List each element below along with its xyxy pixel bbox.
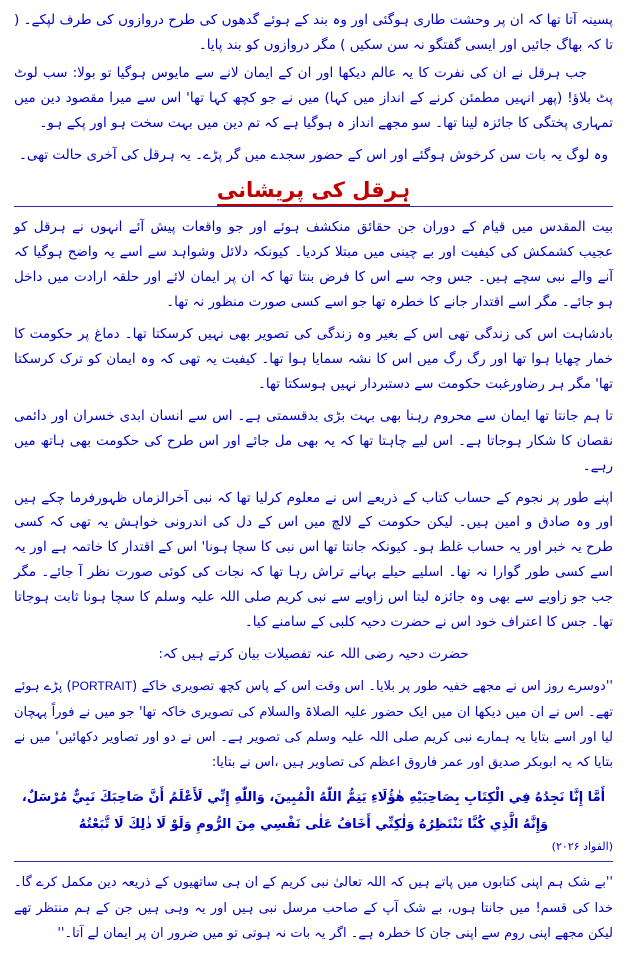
paragraph-4: بیت المقدس میں قیام کے دوران جن حقائق منکشف ہوئے اور جو واقعات پیش آئے انہوں نے ہرقل کو عجیب کشمکش کی کیفیت اور بے چینی میں مبتلا کردیا۔ کیونکہ دلائل وشواہد سے اسے یہ واضح ہوگیا کہ آنے والے نبی سچے ہیں۔ جس وجہ سے اس کا فرض بنتا تھا کہ ان پر ایمان لائے اور حلقہ ارادت میں داخل ہو جائے۔ مگر اسے اقتدار جانے کا خطرہ تھا جو اسے کسی صورت منظور نہ تھا۔ [14,218,613,310]
quote-1-end: ) پڑے ہوئے تھے۔ اس نے ان میں دیکھا ان میں ایک حضور علیہ الصلاۃ والسلام کی تصویری خاکہ تھا' جو میں نے فوراً پہچان لیا اور اسے بتایا یہ ہمارے نبی کریم صلی اللہ علیہ وسلم کی تصویر ہے۔ اس نے دو اور تصاویر دکھائیں' میں نے بتایا کہ یہ ابوبکر صدیق اور عمر فاروق اعظم کی تصاویر ہیں ،اس نے بتایا: [14,679,613,771]
paragraph-6: تا ہم جانتا تھا ایمان سے محروم رہنا بھی بہت بڑی بدقسمتی ہے۔ اس سے انسان ابدی خسران اور دائمی نقصان کا شکار ہوجاتا ہے۔ اس لیے چاہتا تھا کہ یہ بھی مل جائے اور اس طرح کی حکومت بھی ہاتھ میں رہے۔ [14,407,613,474]
paragraph-3: وہ لوگ یہ بات سن کرخوش ہوگئے اور اس کے حضور سجدے میں گر پڑے۔ یہ ہرقل کی آخری حالت تھی۔ [18,146,609,163]
quote-block-2: ''بے شک ہم اپنی کتابوں میں پاتے ہیں کہ اللہ تعالیٰ نبی کریم کے ان ہی ساتھیوں کے ذریعہ دین مکمل کرے گا۔ خدا کی قسم! میں جانتا ہوں، بے شک آپ کے صاحب مرسل نبی ہیں اور یہ وہی ہیں جن کے ہم منتظر تھے لیکن مجھے اپنی روم سے اپنی جان کا خطرہ ہے۔ اگر یہ بات نہ ہوتی تو میں ضرور ان پر ایمان لے آتا۔'' [14,875,613,941]
paragraph-2: جب ہرقل نے ان کی نفرت کا یہ عالم دیکھا اور ان کے ایمان لانے سے مایوس ہوگیا تو بولا: سب لوٹ پٹ بلاؤ! (پھر انہیں مطمئن کرنے کے انداز میں کہا) میں نے جو کچھ کہا تھا' اس سے میرا مقصود دین میں تمہاری پختگی کا جائزہ لینا تھا۔ سو مجھے انداز ہ ہوگیا ہے کہ تم دین میں بہت سخت ہو اور پکے ہو۔ [14,64,613,131]
source-reference: (الفواد ۲۰۲۶) [551,840,613,854]
section-heading-text: ہرقل کی پریشانی [217,178,410,206]
portrait-term: PORTRAIT [71,679,133,694]
arabic-quotation: أَمَّا إِنَّا نَجِدُهُ فِي الْكِتَابِ بِصَاحِبَيْهِ هٰؤُلَاءِ يَتِمُّ اللّٰهُ الْمُبِينَ، وَاللّٰهِ إِنِّي لَأَعْلَمُ أَنَّ صَاحِبَكَ نَبِيٌّ مُرْسَلٌ، وَإِنَّهُ الَّذِي كُنَّا نَنْتَظِرُهُ وَلٰكِنِّي أَخَافُ عَلٰى نَفْسِي مِنَ الرُّومِ وَلَوْ لَا ذٰلِكَ لَا تَّبَعْتُهُ [21,789,606,832]
section-heading [14,178,613,202]
paragraph-8: حضرت دحیہ رضی اللہ عنہ تفصیلات بیان کرتے ہیں کہ: [158,646,469,663]
horizontal-rule-top [14,206,613,207]
paragraph-1: پسینہ آتا تھا کہ ان پر وحشت طاری ہوگئی اور وہ بند کے ہوئے گدھوں کی طرح دروازوں کی طرف لپکے۔ ( تا کہ بھاگ جائیں اور ایسی گفتگو نہ سن سکیں ) مگر دروازوں کو بند پایا۔ [14,12,613,53]
quote-1-start: ''دوسرے روز اس نے مجھے خفیہ طور پر بلایا۔ اس وقت اس کے پاس کچھ تصویری خاکے ( [132,679,613,695]
paragraph-7: اپنے طور پر نجوم کے حساب کتاب کے ذریعے اس نے معلوم کرلیا تھا کہ نبی آخرالزماں ظہورفرما چکے ہیں اور وہ صادق و امین ہیں۔ لیکن حکومت کے لالچ میں اس کے دل کی اندرونی خواہش یہ تھی کہ کسی طرح یہ خبر اور یہ حساب غلط ہو۔ کیونکہ جانتا تھا اس نبی کا سچا ہونا' اس کے اقتدار کا خاتمہ ہے اور یہ اسے کسی طور گوارا نہ تھا۔ اسلیے حیلے بہانے تراش رہا تھا کہ نجات کی کوئی صورت نظر آ جائے۔ مگر جب جو زاویے سے بھی وہ جائزہ لیتا اس زاویے سے نبی کریم صلی اللہ علیہ وسلم کا سچا ہونا ثابت ہوجاتا تھا۔ جس کا اعتراف خود اس نے حضرت دحیہ کلبی کے سامنے کیا۔ [14,489,613,631]
horizontal-rule-bottom [14,861,613,862]
quote-block-1 [14,674,613,775]
paragraph-5: بادشاہت اس کی زندگی تھی اس کے بغیر وہ زندگی کی تصویر بھی نہیں کرسکتا تھا۔ دماغ پر حکومت کا خمار چھایا ہوا تھا اور رگ رگ میں اس کا نشہ سمایا ہوا تھا۔ کیفیت یہ تھی کہ وہ ایمان کو ترک کرسکتا تھا' مگر ہر رضاورغبت حکومت سے دستبردار نہیں ہوسکتا تھا۔ [14,325,613,392]
